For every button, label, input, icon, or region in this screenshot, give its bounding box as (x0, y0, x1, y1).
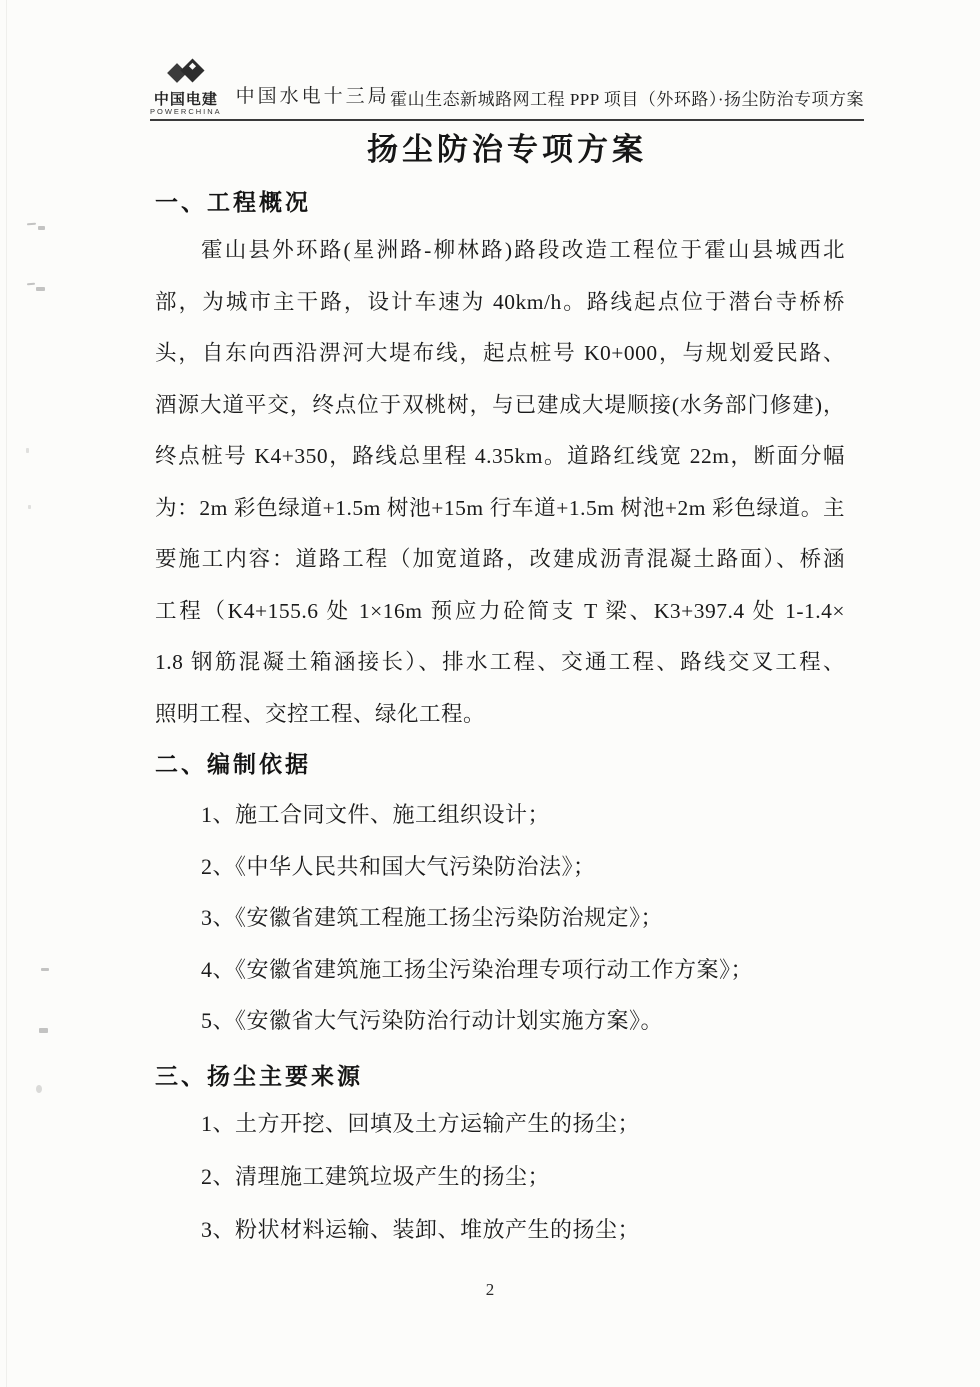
section-heading-2: 二、编制依据 (155, 751, 311, 777)
header-doc-reference: 霍山生态新城路网工程 PPP 项目（外环路）·扬尘防治专项方案 (390, 90, 864, 109)
list-item: 1、土方开挖、回填及土方运输产生的扬尘； (201, 1111, 641, 1136)
paragraph-line: 照明工程、交控工程、绿化工程。 (155, 701, 486, 726)
paragraph-line: 霍山县外环路(星洲路-柳林路)路段改造工程位于霍山县城西北 (201, 238, 845, 262)
paragraph-line: 为：2m 彩色绿道+1.5m 树池+15m 行车道+1.5m 树池+2m 彩色绿道。主 (155, 495, 845, 520)
brand-block (150, 56, 390, 116)
scan-artifact (27, 223, 36, 226)
paragraph-line: 1.8 钢筋混凝土箱涵接长）、排水工程、交通工程、路线交叉工程、 (155, 650, 845, 674)
list-item: 4、《安徽省建筑施工扬尘污染治理专项行动工作方案》； (201, 956, 754, 982)
scan-artifact (28, 505, 31, 509)
scan-artifact (27, 283, 35, 286)
brand-name-cn: 中国电建 (153, 91, 218, 108)
paragraph-line: 头，自东向西沿淠河大堤布线，起点桩号 K0+000，与规划爱民路、 (155, 341, 845, 365)
powerchina-logo (150, 56, 222, 116)
paragraph-line: 要施工内容：道路工程（加宽道路，改建成沥青混凝土路面）、桥涵 (155, 547, 845, 571)
scan-artifact (26, 448, 29, 453)
scan-edge-line (6, 0, 7, 1387)
powerchina-diamond-icon (164, 56, 208, 90)
scan-artifact (36, 1085, 42, 1093)
paragraph-line: 终点桩号 K4+350，路线总里程 4.35km。道路红线宽 22m，断面分幅 (155, 444, 845, 468)
section-1-paragraph (155, 225, 845, 740)
section-heading-3: 三、扬尘主要来源 (155, 1063, 363, 1089)
paragraph-line: 工程（K4+155.6 处 1×16m 预应力砼简支 T 梁、K3+397.4 处 1-1.4× (155, 598, 845, 623)
scan-artifact (39, 1028, 48, 1033)
org-name: 中国水电十三局 (235, 86, 390, 107)
list-item: 3、粉状材料运输、装卸、堆放产生的扬尘； (201, 1217, 641, 1242)
list-item: 1、施工合同文件、施工组织设计； (201, 802, 551, 827)
list-item: 5、《安徽省大气污染防治行动计划实施方案》。 (201, 1008, 664, 1033)
scan-artifact (41, 968, 49, 971)
section-2-list (155, 789, 845, 1047)
page-number: 2 (485, 1280, 495, 1299)
page-header (150, 56, 864, 121)
scan-artifact (38, 226, 45, 230)
brand-name-en: POWERCHINA (150, 107, 222, 116)
paragraph-line: 酒源大道平交，终点位于双桃树，与已建成大堤顺接(水务部门修建)， (155, 392, 845, 417)
document-title: 扬尘防治专项方案 (367, 132, 647, 167)
scan-artifact (36, 287, 45, 291)
paragraph-line: 部，为城市主干路，设计车速为 40km/h。路线起点位于潜台寺桥桥 (155, 289, 845, 314)
section-3-list (155, 1097, 845, 1256)
list-item: 2、《中华人民共和国大气污染防治法》； (201, 853, 596, 879)
list-item: 2、清理施工建筑垃圾产生的扬尘； (201, 1164, 551, 1189)
list-item: 3、《安徽省建筑工程施工扬尘污染防治规定》； (201, 905, 664, 930)
section-heading-1: 一、工程概况 (155, 189, 311, 215)
